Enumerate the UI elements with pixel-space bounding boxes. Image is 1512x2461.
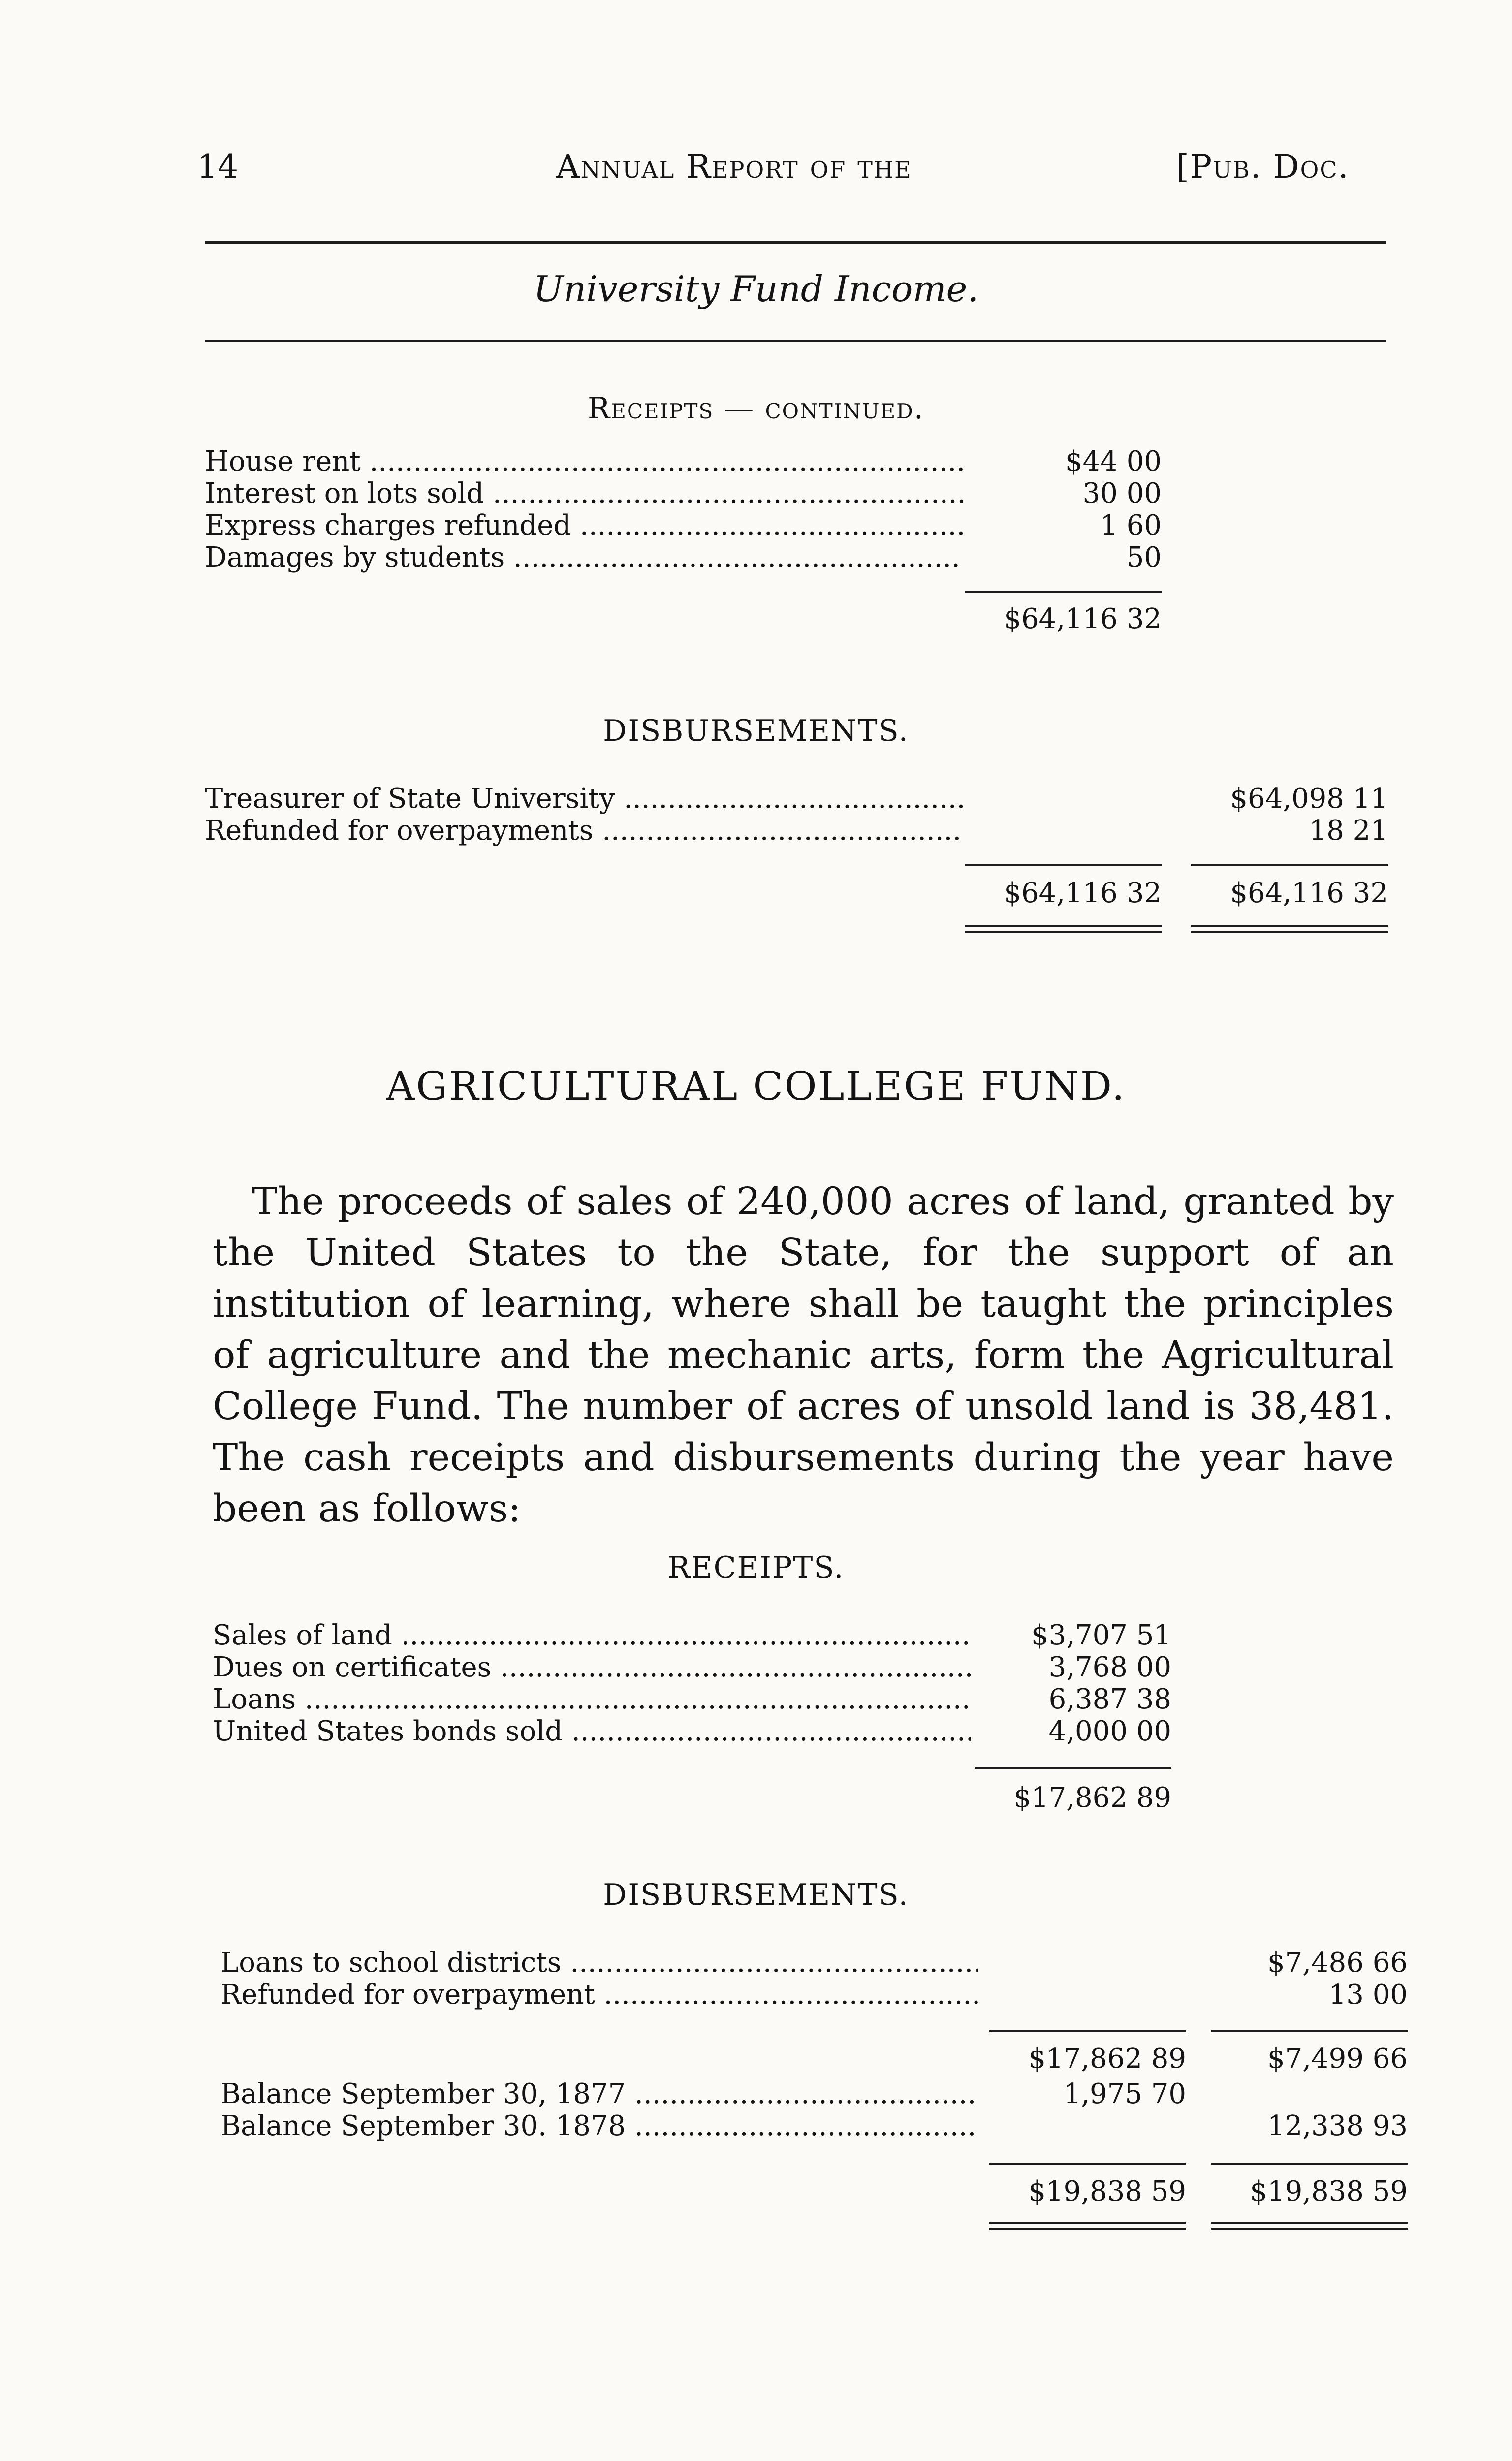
item-label: Interest on lots sold — [205, 477, 484, 509]
item-label: Loans — [213, 1683, 296, 1715]
item-amount: 3,768 00 — [1048, 1651, 1171, 1683]
item-amount: $7,486 66 — [1267, 1947, 1408, 1979]
item-amount-left: 1,975 70 — [1063, 2078, 1186, 2110]
item-amount: 4,000 00 — [1048, 1715, 1171, 1747]
item-label: Treasurer of State University — [205, 783, 615, 815]
item-amount-right: 12,338 93 — [1267, 2110, 1408, 2142]
page-number: 14 — [197, 148, 238, 186]
disbursements-heading: DISBURSEMENTS. — [603, 1878, 909, 1912]
total-left: $19,838 59 — [1028, 2176, 1186, 2208]
list-item — [213, 1651, 971, 1684]
item-amount: 18 21 — [1309, 815, 1388, 847]
total-right: $19,838 59 — [1250, 2176, 1408, 2208]
item-label: Balance September 30. 1878 — [220, 2110, 626, 2142]
total-rule — [1211, 2163, 1408, 2165]
item-label: Dues on certificates — [213, 1651, 492, 1683]
item-amount: $3,707 51 — [1031, 1619, 1171, 1651]
total-right: $64,116 32 — [1230, 877, 1388, 909]
disbursements-heading: DISBURSEMENTS. — [603, 714, 909, 748]
item-label: Express charges refunded — [205, 509, 571, 541]
list-item — [213, 1715, 971, 1748]
running-title: Annual Report of the — [556, 148, 912, 186]
total-rule — [975, 1767, 1171, 1769]
receipts-heading: RECEIPTS. — [667, 1550, 845, 1585]
double-rule — [989, 2222, 1186, 2230]
total-rule — [1191, 864, 1388, 866]
subtotal-rule — [989, 2030, 1186, 2032]
fund-paragraph: The proceeds of sales of 240,000 acres of land, granted by the United States to the State, for the support of an institution of learning, where shall be taught the principles of agriculture and the mechanic arts, form the Agricultural College Fund. The number of acres of unsold land is 38,481. The cash receipts and disbursements during the year have been as follows: — [213, 1180, 1394, 1531]
item-amount: $64,098 11 — [1230, 783, 1388, 815]
total-rule — [989, 2163, 1186, 2165]
item-amount: 13 00 — [1328, 1979, 1408, 2011]
section-title: University Fund Income. — [533, 268, 979, 310]
list-item — [205, 509, 963, 542]
double-rule — [1211, 2222, 1408, 2230]
list-item — [205, 445, 963, 478]
item-label: United States bonds sold — [213, 1715, 563, 1747]
total-left: $64,116 32 — [1004, 877, 1162, 909]
list-item — [220, 1947, 978, 1979]
list-item — [220, 1979, 978, 2011]
item-label: House rent — [205, 445, 361, 477]
total-rule — [965, 591, 1162, 593]
item-label: Refunded for overpayments — [205, 815, 594, 847]
receipts-heading: Receipts — continued. — [588, 391, 924, 426]
header-rule — [205, 241, 1386, 244]
item-amount: 50 — [1126, 541, 1162, 573]
double-rule — [1191, 925, 1388, 933]
list-item — [220, 2078, 978, 2111]
item-amount: $44 00 — [1065, 445, 1162, 477]
item-amount: 6,387 38 — [1048, 1683, 1171, 1715]
doc-label: [Pub. Doc. — [1176, 148, 1350, 186]
list-item — [205, 783, 963, 815]
item-label: Damages by students — [205, 541, 505, 573]
list-item — [213, 1619, 971, 1652]
item-label: Loans to school districts — [220, 1947, 562, 1979]
double-rule — [965, 925, 1162, 933]
item-label: Balance September 30, 1877 — [220, 2078, 626, 2110]
list-item — [220, 2110, 978, 2143]
section-title-rule — [205, 340, 1386, 342]
subtotal-rule — [1211, 2030, 1408, 2032]
subtotal-right: $7,499 66 — [1267, 2043, 1408, 2075]
item-amount: 1 60 — [1100, 509, 1162, 541]
list-item — [205, 815, 963, 847]
list-item — [205, 541, 963, 574]
subtotal-left: $17,862 89 — [1028, 2043, 1186, 2075]
list-item — [213, 1683, 971, 1716]
total-rule — [965, 864, 1162, 866]
item-label: Sales of land — [213, 1619, 392, 1651]
item-label: Refunded for overpayment — [220, 1979, 595, 2011]
receipts-total: $17,862 89 — [1013, 1782, 1171, 1814]
receipts-total: $64,116 32 — [1004, 603, 1162, 635]
list-item — [205, 477, 963, 510]
item-amount: 30 00 — [1082, 477, 1162, 509]
fund-title: AGRICULTURAL COLLEGE FUND. — [386, 1063, 1126, 1109]
